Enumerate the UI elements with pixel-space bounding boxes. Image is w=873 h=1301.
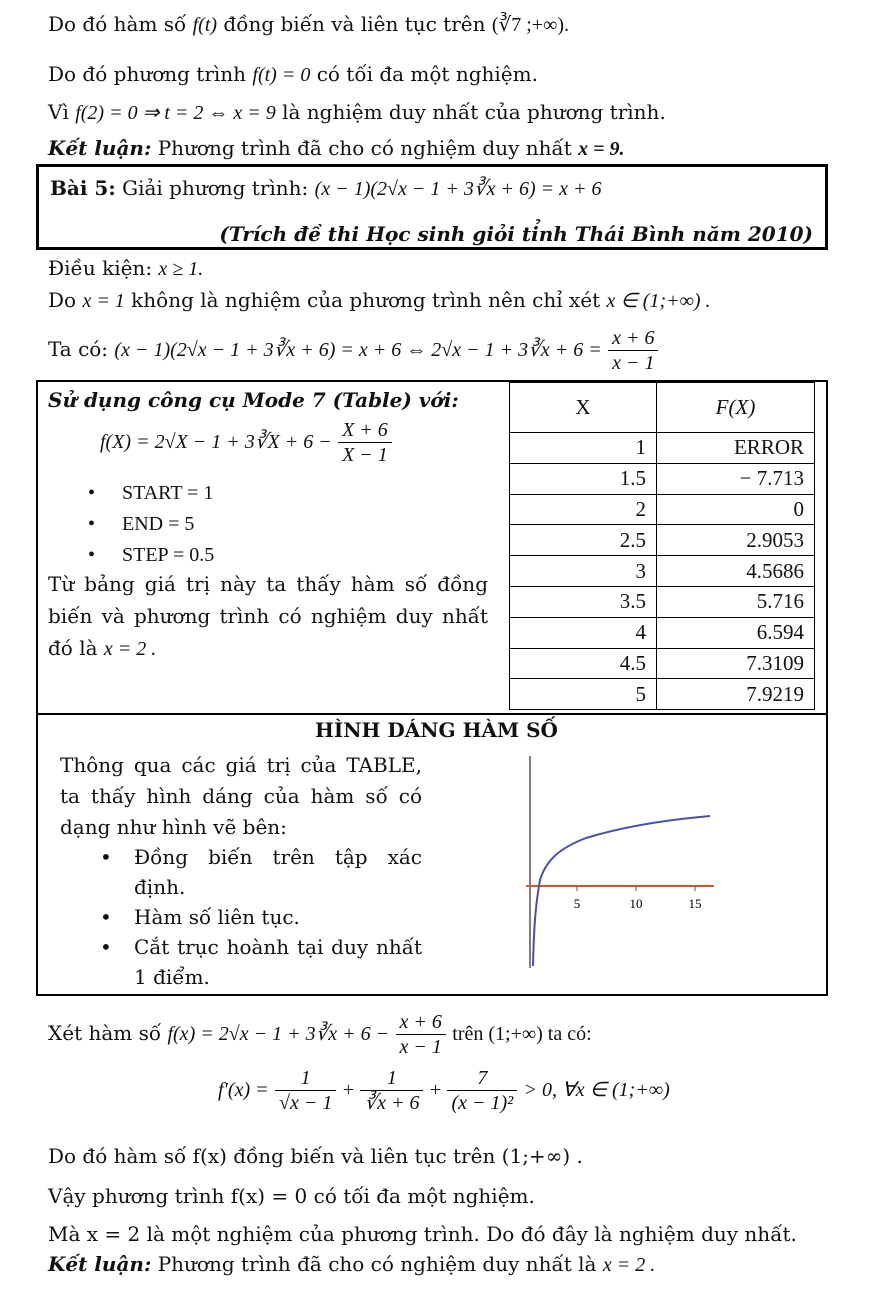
text: Do đó phương trình [48, 62, 247, 86]
tick-label: 10 [629, 896, 643, 911]
math: > 0, ∀x ∈ (1;+∞) [523, 1079, 670, 1101]
analysis-line-2: Vậy phương trình f(x) = 0 có tối đa một nghiệm. [48, 1184, 535, 1208]
math: f(t) [192, 14, 218, 36]
table-row [510, 494, 815, 525]
cell-fx: 7.9219 [657, 679, 815, 710]
problem-statement [50, 176, 602, 201]
fraction [275, 1066, 336, 1115]
cell-x: 2.5 [510, 525, 657, 556]
numerator: x + 6 [396, 1010, 446, 1035]
function-graph [516, 752, 722, 972]
condition-line [48, 256, 203, 281]
text: Ta có: [48, 337, 109, 361]
cell-fx: ERROR [657, 433, 815, 464]
text: Từ bảng giá trị này ta thấy hàm số đồng biến và phương trình có nghiệm duy nhất đó là [48, 572, 488, 660]
text: không là nghiệm của phương trình nên chỉ xét [131, 288, 601, 312]
math: x = 1 [82, 290, 125, 312]
math: f(2) = 0 ⇒ t = 2 ⇔ x = 9 [75, 102, 276, 124]
shape-title [0, 718, 873, 742]
label: Kết luận: [48, 1252, 152, 1276]
section-divider [36, 713, 828, 715]
cell-x: 1.5 [510, 463, 657, 494]
header-x: X [510, 383, 657, 433]
text: trên (1;+∞) ta có: [452, 1023, 592, 1045]
cell-fx: − 7.713 [657, 463, 815, 494]
fraction [608, 326, 658, 375]
math: f(x) = 2√x − 1 + 3∛x + 6 − [167, 1023, 390, 1045]
table-row [510, 648, 815, 679]
math: f(X) = 2√X − 1 + 3∛X + 6 − [100, 431, 332, 453]
cell-x: 4 [510, 617, 657, 648]
fraction [447, 1066, 517, 1115]
text: là nghiệm duy nhất của phương trình. [282, 100, 666, 124]
math: x = 2 . [103, 638, 157, 660]
problem-source [219, 222, 813, 246]
setting-start: • START = 1 [86, 478, 214, 509]
setting-end: • END = 5 [86, 509, 214, 540]
table-row [510, 556, 815, 587]
value-table [509, 382, 815, 710]
cell-x: 1 [510, 433, 657, 464]
cell-x: 2 [510, 494, 657, 525]
table-row [510, 586, 815, 617]
text: Vì [48, 100, 69, 124]
analysis-line-3: Mà x = 2 là một nghiệm của phương trình. Do đó đây là nghiệm duy nhất. [48, 1222, 797, 1246]
cell-fx: 6.594 [657, 617, 815, 648]
table-row [510, 525, 815, 556]
denominator: √x − 1 [278, 1092, 333, 1114]
shape-intro: Thông qua các giá trị của TABLE, ta thấy hình dáng của hàm số có dạng như hình vẽ bên: [60, 753, 422, 839]
text: Giải phương trình: [122, 176, 309, 200]
table-row [510, 433, 815, 464]
cell-fx: 4.5686 [657, 556, 815, 587]
source: (Trích đề thi Học sinh giỏi tỉnh Thái Bình năm 2010) [219, 222, 813, 246]
denominator: (x − 1)² [451, 1092, 514, 1114]
table-row [510, 617, 815, 648]
function-curve [533, 816, 710, 966]
cell-fx: 5.716 [657, 586, 815, 617]
fraction [360, 1066, 423, 1115]
cell-x: 4.5 [510, 648, 657, 679]
text: Phương trình đã cho có nghiệm duy nhất là [157, 1252, 597, 1276]
cell-fx: 0 [657, 494, 815, 525]
label: Điều kiện: [48, 256, 153, 280]
mode7-conclusion [48, 568, 488, 665]
table-header [510, 383, 815, 433]
bullet-continuous: • Hàm số liên tục. [98, 902, 422, 932]
intro-line-2 [48, 62, 538, 87]
cell-x: 3.5 [510, 586, 657, 617]
cell-fx: 2.9053 [657, 525, 815, 556]
math: (∛7 ;+∞). [491, 14, 570, 36]
heading-text: Sử dụng công cụ Mode 7 (Table) với: [48, 388, 459, 412]
title-text: HÌNH DÁNG HÀM SỐ [315, 718, 558, 742]
cell-x: 5 [510, 679, 657, 710]
text: Phương trình đã cho có nghiệm duy nhất [157, 136, 572, 160]
intro-conclusion [48, 136, 625, 161]
mode7-function [100, 418, 392, 467]
text: Xét hàm số [48, 1021, 162, 1045]
numerator: 1 [275, 1066, 336, 1091]
label: Kết luận: [48, 136, 152, 160]
intro-line-1 [48, 12, 569, 37]
xet-line [48, 1010, 592, 1059]
tick-label: 5 [573, 896, 581, 911]
derivative-line: f′(x) = $\frac{1}{√x - 1}$ + $\frac{1}{∛x + 6}$ + $\frac{7}{\text{(x − 1)²}}$ > 0, ∀x ∈ (1;+∞) [218, 1067, 670, 1114]
cell-fx: 7.3109 [657, 648, 815, 679]
denominator: X − 1 [342, 444, 388, 466]
note-line [48, 288, 711, 313]
bullet-one-root: • Cắt trục hoành tại duy nhất 1 điểm. [98, 932, 422, 992]
intro-line-3 [48, 100, 666, 125]
shape-bullets [98, 842, 422, 992]
numerator: 7 [447, 1066, 517, 1091]
math: x = 9. [578, 138, 625, 160]
math: (x − 1)(2√x − 1 + 3∛x + 6) = x + 6 [314, 178, 602, 200]
text: Do [48, 288, 77, 312]
header-fx: F(X) [657, 383, 815, 433]
text: đồng biến và liên tục trên [223, 12, 486, 36]
fraction [396, 1010, 446, 1059]
numerator: 1 [360, 1066, 423, 1091]
text: có tối đa một nghiệm. [316, 62, 538, 86]
math: f(t) = 0 [252, 64, 311, 86]
math: (x − 1)(2√x − 1 + 3∛x + 6) = x + 6 ⇔ 2√x − 1 + 3∛x + 6 = [114, 339, 602, 361]
denominator: ∛x + 6 [364, 1092, 420, 1114]
final-conclusion [48, 1252, 655, 1277]
numerator: X + 6 [338, 418, 392, 443]
table-row [510, 463, 815, 494]
math: x ∈ (1;+∞) . [606, 290, 711, 312]
taco-line [48, 326, 658, 375]
analysis-line-1: Do đó hàm số f(x) đồng biến và liên tục trên (1;+∞) . [48, 1144, 583, 1168]
mode7-heading [48, 388, 459, 412]
tick-label: 15 [688, 896, 702, 911]
fraction [338, 418, 392, 467]
bullet-increasing: • Đồng biến trên tập xác định. [98, 842, 422, 902]
cell-x: 3 [510, 556, 657, 587]
text: Do đó hàm số [48, 12, 187, 36]
table-row [510, 679, 815, 710]
math: x = 2 . [602, 1254, 656, 1276]
math: x ≥ 1. [158, 258, 204, 280]
numerator: x + 6 [608, 326, 658, 351]
math: f′(x) = [218, 1079, 269, 1101]
setting-step: • STEP = 0.5 [86, 540, 214, 571]
mode7-settings [86, 478, 214, 571]
denominator: x − 1 [612, 352, 655, 374]
denominator: x − 1 [399, 1036, 442, 1058]
label: Bài 5: [50, 176, 116, 200]
